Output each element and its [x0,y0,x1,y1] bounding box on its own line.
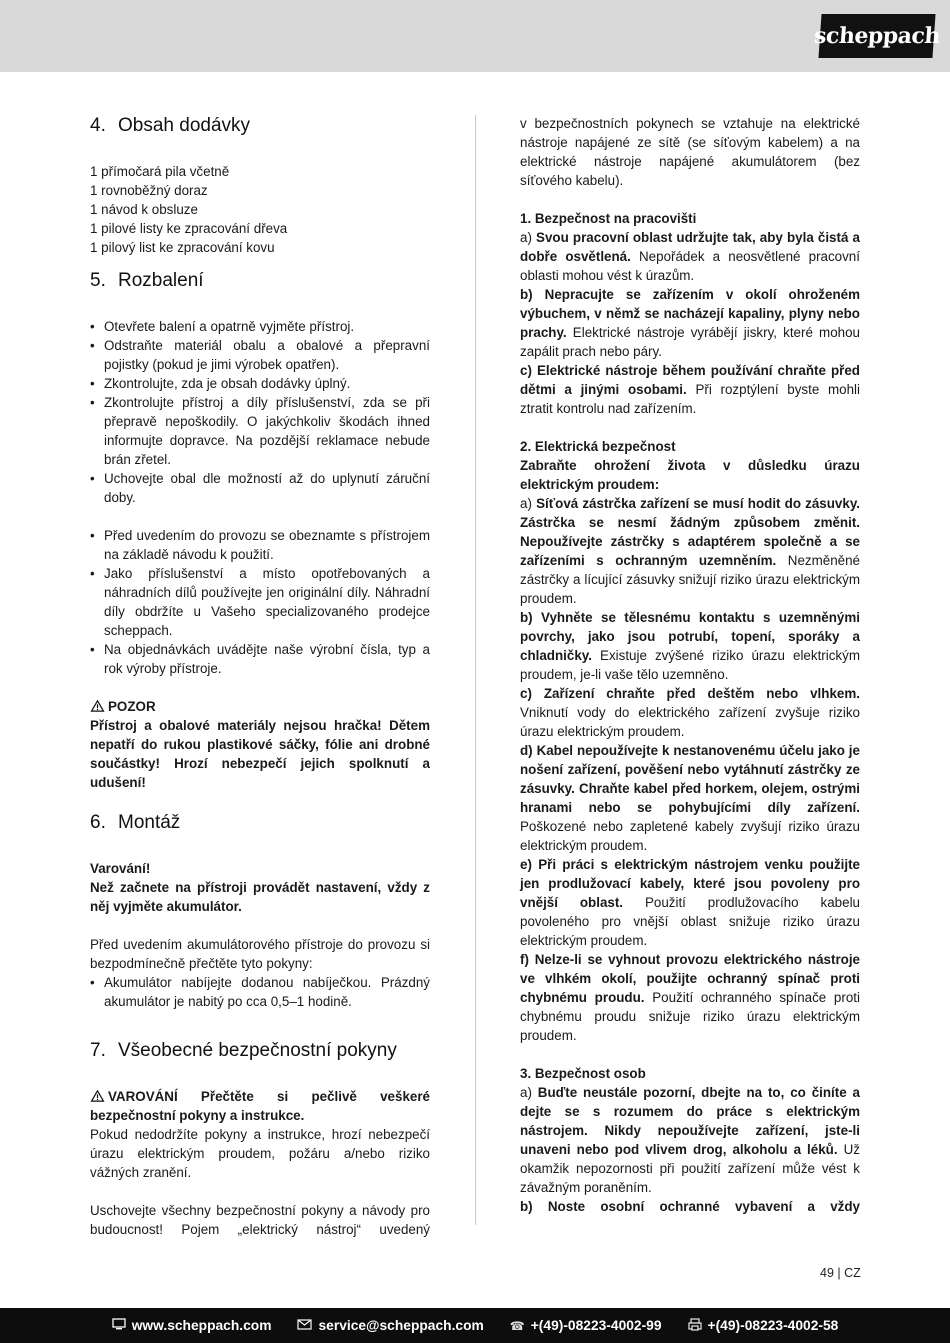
general-warning-label: VAROVÁNÍ Přečtěte si pečlivě veškeré bezpečnostní pokyny a instrukce. [90,1089,430,1123]
operation-prep-list [90,526,430,678]
list-item: • Před uvedením do provozu se obeznamte s přístrojem na základě návodu k použití. [90,526,430,564]
delivery-list [90,162,430,257]
section-4-heading: 4. Obsah dodávky [90,115,251,136]
battery-paragraph: Před uvedením akumulátorového přístroje do provozu si bezpodmínečně přečtěte tyto pokyny: [90,937,430,971]
list-item: • Akumulátor nabíjejte dodanou nabíječkou. Prázdný akumulátor je nabitý po cca 0,5–1 hodině. [90,973,430,1011]
list-item: • Jako příslušenství a místo opotřebovaných a náhradních dílů používejte jen originální díly. Náhradní díly obdržíte u Vašeho specializovaného prodejce scheppach. [90,564,430,640]
safety-item: e) Při práci s elektrickým nástrojem venku použijte jen prodlužovací kabely, které jsou povoleny pro vnější oblast. Použití prodlužovacího kabelu povoleného pro vnější oblast snižuje riziko úrazu elektrickým proudem. [520,857,860,948]
scheppach-logo: scheppach [818,14,935,58]
workplace-safety-heading: 1. Bezpečnost na pracovišti [520,211,697,226]
footer-bar [0,1308,950,1343]
list-item: 1 pilový list ke zpracování kovu [90,240,275,255]
footer-email[interactable]: service@scheppach.com [297,1318,483,1333]
caution-label: POZOR [90,697,430,716]
section-5-heading: 5. Rozbalení [90,270,204,291]
monitor-icon [112,1318,126,1333]
list-item: • Na objednávkách uvádějte naše výrobní čísla, typ a rok výroby přístroje. [90,640,430,678]
list-item: 1 návod k obsluze [90,202,198,217]
unpacking-list [90,317,430,507]
left-column [90,114,430,1239]
footer-phone[interactable]: ☎ +(49)-08223-4002-99 [509,1318,662,1333]
list-item: • Zkontrolujte přístroj a díly příslušenství, zda se při přepravě nepoškodily. O jakýchkoliv škodách ihned informujte dopravce. Na pozdější reklamace nebude brán zřetel. [90,393,430,469]
list-item: • Odstraňte materiál obalu a obalové a přepravní pojistky (pokud je jimi výrobek opatřen). [90,336,430,374]
safety-item: f) Nelze-li se vyhnout provozu elektrického nástroje ve vlhkém okolí, použijte ochranný spínač proti chybnému proudu. Použití ochranného spínače proti chybnému proudu snižuje riziko úrazu elektrickým proudem. [520,952,860,1043]
electrical-safety-heading: 2. Elektrická bezpečnost [520,439,676,454]
safety-item: a) Svou pracovní oblast udržujte tak, aby byla čistá a dobře osvětlená. Nepořádek a neosvětlené pracovní oblasti mohou vést k úrazům. [520,230,860,283]
warning-triangle-icon [90,700,105,712]
general-warning-text: Pokud nedodržíte pokyny a instrukce, hrozí nebezpečí úrazu elektrickým proudem, požáru a/nebo riziko vážných zranění. [90,1127,430,1180]
safety-item: c) Elektrické nástroje během používání chraňte před dětmi a jinými osobami. Při rozptýlení byste mohli ztratit kontrolu nad zařízením. [520,363,860,416]
safety-item: a) Buďte neustále pozorní, dbejte na to, co činíte a dejte se s rozumem do práce s elektrickým nástrojem. Nikdy nepoužívejte zařízení, jste-li unaveni nebo pod vlivem drog, alkoholu a léků. Už okamžik nepozornosti při použití zařízení může vést k závažným poraněním. [520,1085,860,1195]
warning-label: Varování! [90,861,151,876]
footer-website[interactable]: www.scheppach.com [112,1318,272,1333]
electrical-safety-subheading: Zabraňte ohrožení života v důsledku úrazu elektrickým proudem: [520,458,860,492]
list-item: 1 rovnoběžný doraz [90,183,208,198]
keep-instructions-paragraph: Uschovejte všechny bezpečnostní pokyny a návody pro budoucnost! Pojem „elektrický nástroj“ uvedený [90,1203,430,1237]
warning-text: Než začnete na přístroji provádět nastavení, vždy z něj vyjměte akumulátor. [90,880,430,914]
list-item: 1 pilové listy ke zpracování dřeva [90,221,288,236]
list-item: • Otevřete balení a opatrně vyjměte přístroj. [90,317,430,336]
warning-triangle-icon [90,1090,105,1102]
section-6-heading: 6. Montáž [90,812,181,833]
safety-item: c) Zařízení chraňte před deštěm nebo vlhkem. Vniknutí vody do elektrického zařízení zvyšuje riziko úrazu elektrickým proudem. [520,686,860,739]
intro-paragraph: v bezpečnostních pokynech se vztahuje na elektrické nástroje napájené ze sítě (se síťovým kabelem) a na elektrické nástroje napájené akumulátorem (bez síťového kabelu). [520,116,860,188]
fax-icon [688,1318,702,1334]
personal-safety-heading: 3. Bezpečnost osob [520,1066,646,1081]
section-7-heading: 7. Všeobecné bezpečnostní pokyny [90,1040,397,1061]
column-divider [475,115,476,1225]
telephone-icon: ☎ [509,1318,525,1333]
caution-text: Přístroj a obalové materiály nejsou hračka! Dětem nepatří do rukou plastikové sáčky, fólie ani drobné součástky! Hrozí nebezpečí jejich spolknutí a udušení! [90,718,430,790]
safety-item: b) Vyhněte se tělesnému kontaktu s uzemněnými povrchy, jako jsou potrubí, topení, sporáky a chladničky. Existuje zvýšené riziko úrazu elektrickým proudem, je-li vaše tělo uzemněno. [520,610,860,682]
list-item: 1 přímočará pila včetně [90,164,230,179]
battery-list [90,973,430,1011]
list-item: • Zkontrolujte, zda je obsah dodávky úplný. [90,374,430,393]
right-column [520,114,860,1216]
list-item: • Uchovejte obal dle možností až do uplynutí záruční doby. [90,469,430,507]
page-number: 49 | CZ [820,1266,861,1280]
footer-fax[interactable]: +(49)-08223-4002-58 [688,1318,839,1334]
mail-icon [297,1319,312,1333]
safety-item: d) Kabel nepoužívejte k nestanovenému účelu jako je nošení zařízení, pověšení nebo vytáhnutí zástrčky ze zásuvky. Chraňte kabel před horkem, olejem, ostrými hranami nebo se pohybujícími díly zařízení. Poškozené nebo zapletené kabely zvyšují riziko úrazu elektrickým proudem. [520,743,860,853]
safety-item: b) Noste osobní ochranné vybavení a vždy [520,1199,860,1214]
safety-item: b) Nepracujte se zařízením v okolí ohroženém výbuchem, v němž se nacházejí kapaliny, plyny nebo prachy. Elektrické nástroje vyrábějí jiskry, které mohou zapálit prach nebo páry. [520,287,860,359]
safety-item: a) Síťová zástrčka zařízení se musí hodit do zásuvky. Zástrčka se nesmí žádným způsobem změnit. Nepoužívejte zástrčky s adaptérem společně a se zařízeními s ochranným uzemněním. Nezměněné zástrčky a lícující zásuvky snižují riziko úrazu elektrickým proudem. [520,496,860,606]
header-bar [0,0,950,72]
